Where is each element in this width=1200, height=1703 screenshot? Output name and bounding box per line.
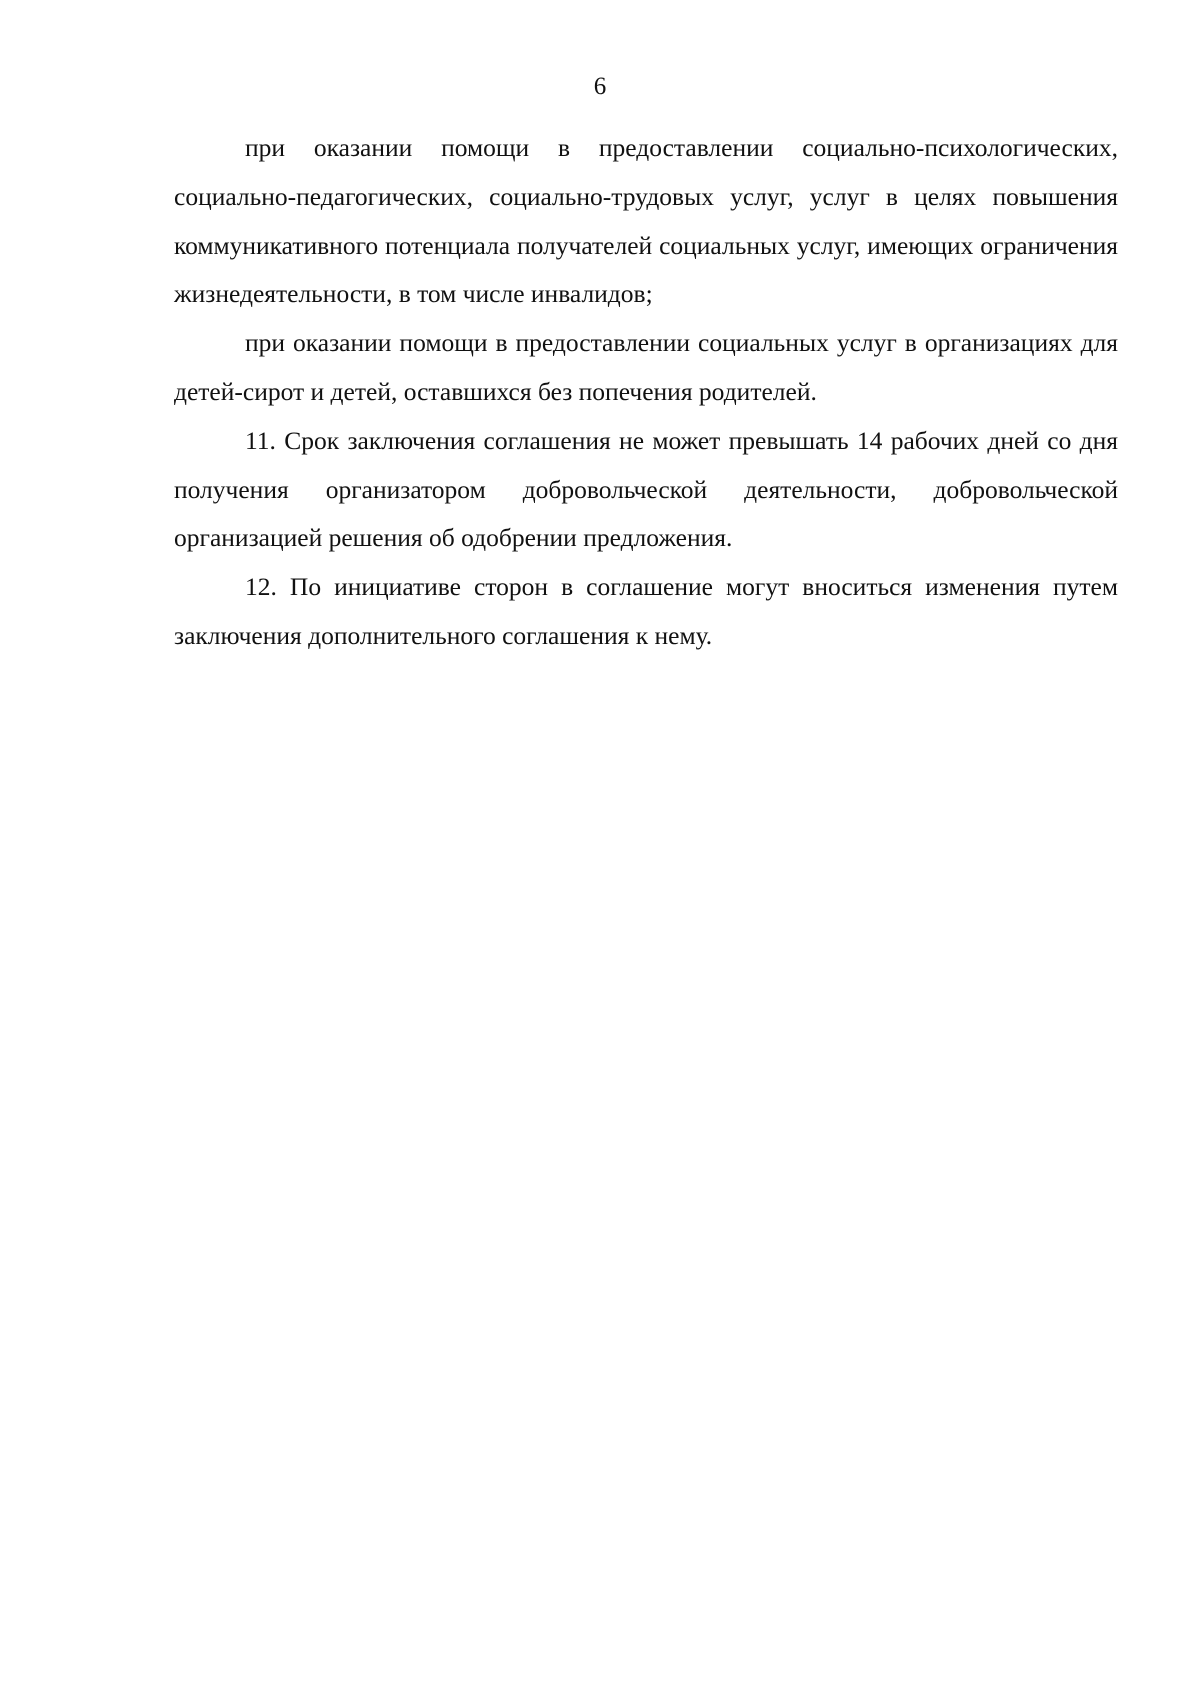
page-number: 6 [593, 73, 607, 100]
paragraph-social-psychological-services: при оказании помощи в предоставлении социально-психологических, социально-педагогических, социально-трудовых услуг, услуг в целях повышения коммуникативного потенциала получателей социальных услуг, имеющих ограничения жизнедеятельности, в том числе инвалидов; [174, 133, 1118, 309]
document-body [174, 124, 1118, 661]
paragraph-orphan-organizations: при оказании помощи в предоставлении социальных услуг в организациях для детей-сирот и детей, оставшихся без попечения родителей. [174, 328, 1118, 406]
paragraph-clause-12: 12. По инициативе сторон в соглашение могут вноситься изменения путем заключения дополнительного соглашения к нему. [174, 572, 1118, 650]
paragraph-clause-11: 11. Срок заключения соглашения не может превышать 14 рабочих дней со дня получения организатором добровольческой деятельности, добровольческой организацией решения об одобрении предложения. [174, 425, 1118, 553]
